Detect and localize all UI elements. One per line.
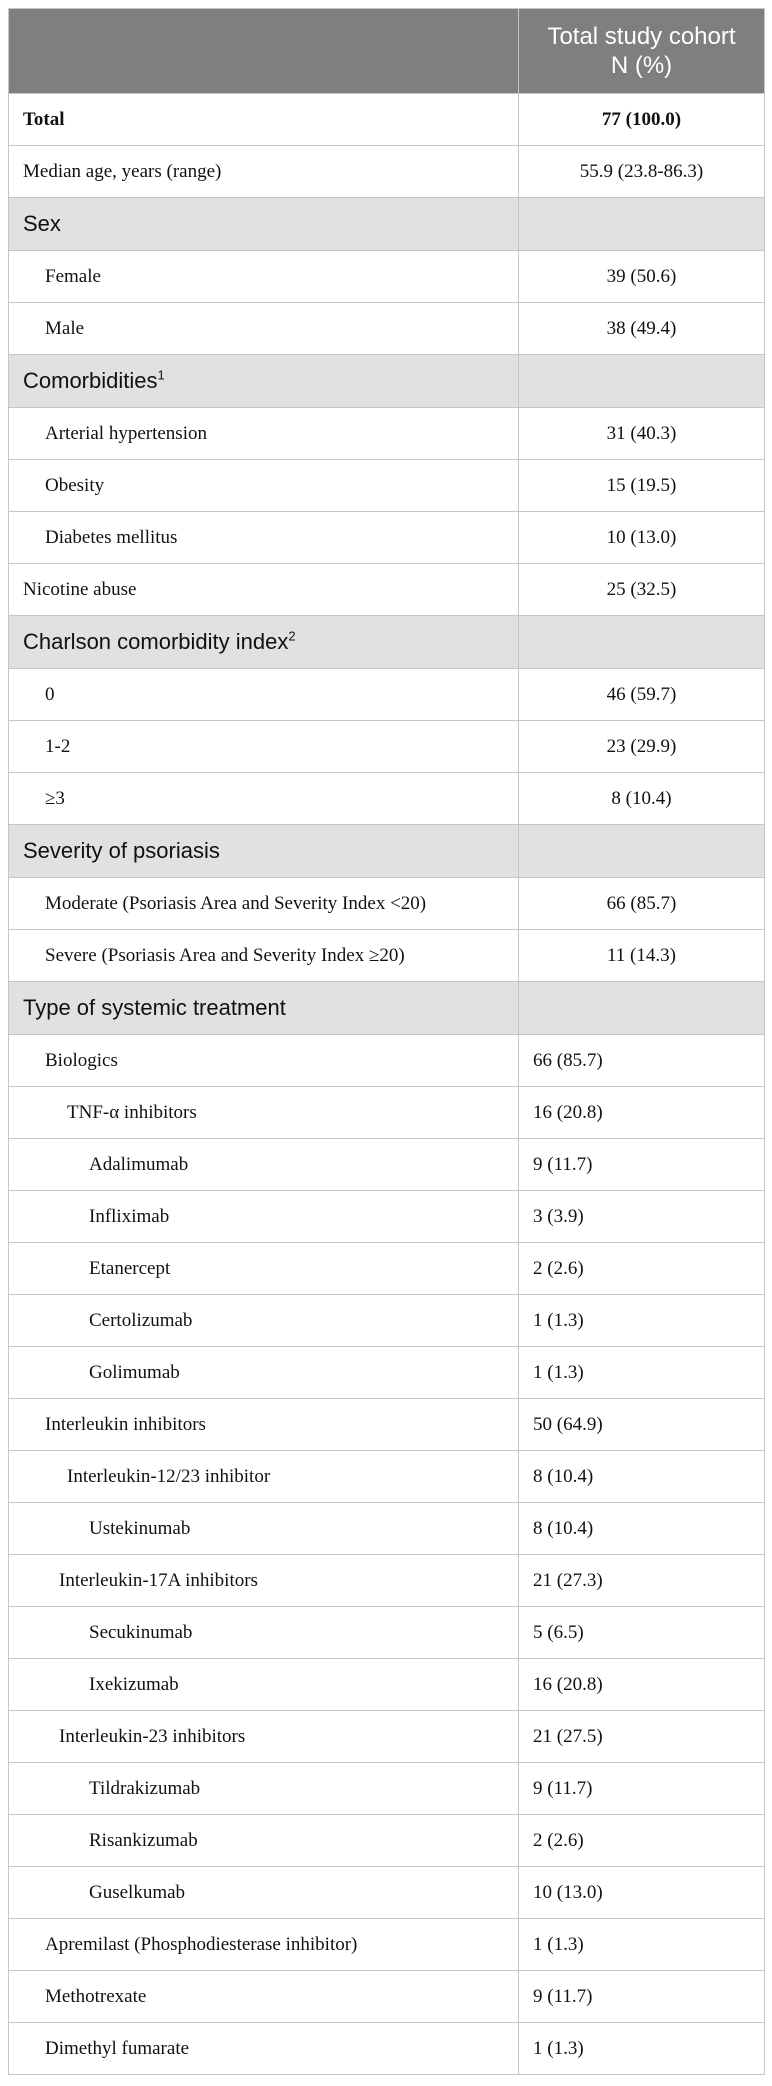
section-row bbox=[9, 982, 765, 1035]
section-empty-cell bbox=[519, 355, 765, 408]
section-empty-cell bbox=[519, 616, 765, 669]
table-row bbox=[9, 1971, 765, 2023]
row-value: 38 (49.4) bbox=[519, 303, 765, 355]
section-label: Charlson comorbidity index bbox=[23, 629, 289, 654]
row-label: Obesity bbox=[9, 460, 519, 512]
row-value: 21 (27.3) bbox=[519, 1555, 765, 1607]
row-label: 1-2 bbox=[9, 721, 519, 773]
row-value: 9 (11.7) bbox=[519, 1971, 765, 2023]
section-label: Type of systemic treatment bbox=[9, 982, 519, 1035]
table-row bbox=[9, 1139, 765, 1191]
table-row bbox=[9, 1555, 765, 1607]
cohort-table bbox=[8, 8, 765, 2075]
table-row bbox=[9, 460, 765, 512]
row-label: Interleukin inhibitors bbox=[9, 1399, 519, 1451]
row-label: ≥3 bbox=[9, 773, 519, 825]
section-label: Sex bbox=[9, 198, 519, 251]
row-label: Golimumab bbox=[9, 1347, 519, 1399]
section-label: Comorbidities bbox=[23, 368, 158, 393]
row-value: 66 (85.7) bbox=[519, 1035, 765, 1087]
table-row bbox=[9, 1867, 765, 1919]
row-value: 10 (13.0) bbox=[519, 512, 765, 564]
table-row bbox=[9, 1191, 765, 1243]
row-value: 2 (2.6) bbox=[519, 1243, 765, 1295]
table-row bbox=[9, 878, 765, 930]
row-label: Guselkumab bbox=[9, 1867, 519, 1919]
row-value: 16 (20.8) bbox=[519, 1659, 765, 1711]
table-row bbox=[9, 721, 765, 773]
row-value: 9 (11.7) bbox=[519, 1139, 765, 1191]
section-label-cell bbox=[9, 355, 519, 408]
table-row bbox=[9, 1087, 765, 1139]
row-value: 77 (100.0) bbox=[519, 94, 765, 146]
row-label: Male bbox=[9, 303, 519, 355]
row-label: Tildrakizumab bbox=[9, 1763, 519, 1815]
table-row bbox=[9, 1035, 765, 1087]
row-label: Infliximab bbox=[9, 1191, 519, 1243]
table-row bbox=[9, 1347, 765, 1399]
row-value: 25 (32.5) bbox=[519, 564, 765, 616]
footnote-marker: 2 bbox=[288, 628, 296, 644]
row-label: TNF-α inhibitors bbox=[9, 1087, 519, 1139]
row-value: 21 (27.5) bbox=[519, 1711, 765, 1763]
row-label: Interleukin-17A inhibitors bbox=[9, 1555, 519, 1607]
row-value: 1 (1.3) bbox=[519, 1347, 765, 1399]
header-blank-cell bbox=[9, 9, 519, 94]
table-row bbox=[9, 251, 765, 303]
table-row bbox=[9, 669, 765, 721]
table-row bbox=[9, 1659, 765, 1711]
table-row bbox=[9, 1451, 765, 1503]
table-row bbox=[9, 512, 765, 564]
section-label: Severity of psoriasis bbox=[9, 825, 519, 878]
table-row bbox=[9, 1763, 765, 1815]
row-value: 66 (85.7) bbox=[519, 878, 765, 930]
row-value: 11 (14.3) bbox=[519, 930, 765, 982]
section-row bbox=[9, 198, 765, 251]
row-value: 15 (19.5) bbox=[519, 460, 765, 512]
row-value: 23 (29.9) bbox=[519, 721, 765, 773]
header-line-1: Total study cohort bbox=[547, 23, 736, 50]
section-row bbox=[9, 825, 765, 878]
section-empty-cell bbox=[519, 825, 765, 878]
row-label: Methotrexate bbox=[9, 1971, 519, 2023]
row-label: Total bbox=[9, 94, 519, 146]
row-label: Ustekinumab bbox=[9, 1503, 519, 1555]
row-label: 0 bbox=[9, 669, 519, 721]
table-row bbox=[9, 1919, 765, 1971]
row-value: 55.9 (23.8-86.3) bbox=[519, 146, 765, 198]
table-row bbox=[9, 1243, 765, 1295]
row-value: 10 (13.0) bbox=[519, 1867, 765, 1919]
table-row bbox=[9, 303, 765, 355]
table-row bbox=[9, 564, 765, 616]
row-value: 50 (64.9) bbox=[519, 1399, 765, 1451]
row-value: 46 (59.7) bbox=[519, 669, 765, 721]
table-row bbox=[9, 1399, 765, 1451]
row-label: Arterial hypertension bbox=[9, 408, 519, 460]
row-label: Interleukin-12/23 inhibitor bbox=[9, 1451, 519, 1503]
row-label: Moderate (Psoriasis Area and Severity Index <20) bbox=[9, 878, 519, 930]
row-value: 31 (40.3) bbox=[519, 408, 765, 460]
row-label: Certolizumab bbox=[9, 1295, 519, 1347]
row-value: 39 (50.6) bbox=[519, 251, 765, 303]
table-row bbox=[9, 930, 765, 982]
row-label: Severe (Psoriasis Area and Severity Index ≥20) bbox=[9, 930, 519, 982]
table-row bbox=[9, 1295, 765, 1347]
table-row bbox=[9, 773, 765, 825]
row-label: Interleukin-23 inhibitors bbox=[9, 1711, 519, 1763]
section-row bbox=[9, 355, 765, 408]
section-row bbox=[9, 616, 765, 669]
section-empty-cell bbox=[519, 982, 765, 1035]
row-label: Biologics bbox=[9, 1035, 519, 1087]
row-value: 9 (11.7) bbox=[519, 1763, 765, 1815]
row-value: 1 (1.3) bbox=[519, 1919, 765, 1971]
table-row bbox=[9, 146, 765, 198]
row-label: Risankizumab bbox=[9, 1815, 519, 1867]
footnote-marker: 1 bbox=[157, 367, 165, 383]
section-label-cell bbox=[9, 616, 519, 669]
row-value: 1 (1.3) bbox=[519, 2023, 765, 2075]
row-label: Diabetes mellitus bbox=[9, 512, 519, 564]
row-value: 1 (1.3) bbox=[519, 1295, 765, 1347]
table-row bbox=[9, 94, 765, 146]
row-label: Adalimumab bbox=[9, 1139, 519, 1191]
table-row bbox=[9, 408, 765, 460]
row-value: 8 (10.4) bbox=[519, 773, 765, 825]
row-value: 5 (6.5) bbox=[519, 1607, 765, 1659]
row-label: Secukinumab bbox=[9, 1607, 519, 1659]
row-label: Median age, years (range) bbox=[9, 146, 519, 198]
row-label: Nicotine abuse bbox=[9, 564, 519, 616]
row-value: 16 (20.8) bbox=[519, 1087, 765, 1139]
row-label: Dimethyl fumarate bbox=[9, 2023, 519, 2075]
table-row bbox=[9, 1711, 765, 1763]
header-line-2: N (%) bbox=[610, 52, 673, 79]
table-header-row bbox=[9, 9, 765, 94]
row-label: Ixekizumab bbox=[9, 1659, 519, 1711]
row-label: Female bbox=[9, 251, 519, 303]
row-value: 8 (10.4) bbox=[519, 1451, 765, 1503]
row-value: 8 (10.4) bbox=[519, 1503, 765, 1555]
row-label: Apremilast (Phosphodiesterase inhibitor) bbox=[9, 1919, 519, 1971]
row-value: 3 (3.9) bbox=[519, 1191, 765, 1243]
table-row bbox=[9, 1815, 765, 1867]
header-total-cohort bbox=[519, 9, 765, 94]
section-empty-cell bbox=[519, 198, 765, 251]
row-value: 2 (2.6) bbox=[519, 1815, 765, 1867]
table-row bbox=[9, 1607, 765, 1659]
row-label: Etanercept bbox=[9, 1243, 519, 1295]
table-row bbox=[9, 1503, 765, 1555]
table-row bbox=[9, 2023, 765, 2075]
